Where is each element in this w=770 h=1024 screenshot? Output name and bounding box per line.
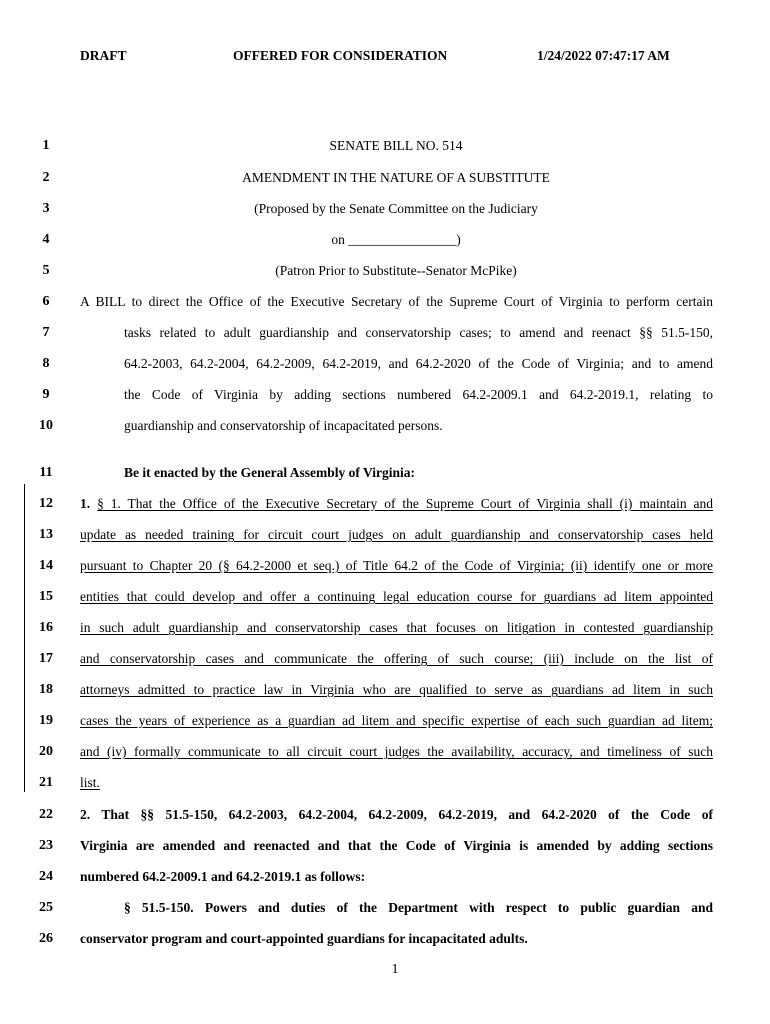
line-number: 3 (42, 201, 50, 216)
inserted-text: cases the years of experience as a guardian ad litem and specific expertise of each such guardian ad litem; (80, 713, 713, 728)
header-timestamp: 1/24/2022 07:47:17 AM (537, 48, 670, 63)
inserted-text: entities that could develop and offer a continuing legal education course for guardians ad litem appointed (80, 589, 713, 604)
bill-text-line: A BILL to direct the Office of the Executive Secretary of the Supreme Court of Virginia to perform certain (80, 294, 713, 309)
line-number: 14 (39, 558, 53, 573)
bill-text-line: guardianship and conservatorship of incapacitated persons. (124, 418, 443, 433)
amendment-title: AMENDMENT IN THE NATURE OF A SUBSTITUTE (242, 170, 550, 185)
line-number: 6 (42, 294, 50, 309)
line-number: 4 (42, 232, 50, 247)
section-prefix: 1. (80, 496, 98, 511)
line-number: 17 (39, 651, 53, 666)
line-number: 7 (42, 325, 50, 340)
line-number: 2 (42, 170, 50, 185)
inserted-text: § 1. That the Office of the Executive Secretary of the Supreme Court of Virginia shall (i) maintain and (97, 496, 714, 511)
bill-text-line: Virginia are amended and reenacted and that the Code of Virginia is amended by adding sections (80, 838, 713, 853)
bill-text-line (80, 496, 713, 512)
bill-text-line: numbered 64.2-2009.1 and 64.2-2019.1 as follows: (80, 869, 366, 884)
line-number: 13 (39, 527, 53, 542)
line-number: 18 (39, 682, 53, 697)
inserted-text: attorneys admitted to practice law in Virginia who are qualified to serve as guardians ad litem in such (80, 682, 713, 697)
line-number: 15 (39, 589, 53, 604)
inserted-text: and conservatorship cases and communicate the offering of such course; (iii) include on the list of (80, 651, 713, 666)
line-number: 22 (39, 807, 53, 822)
proposed-date: on ________________) (331, 232, 461, 247)
line-number: 9 (42, 387, 50, 402)
line-number: 8 (42, 356, 50, 371)
line-number: 26 (39, 931, 53, 946)
line-number: 24 (39, 869, 53, 884)
line-number: 25 (39, 900, 53, 915)
section-heading: conservator program and court-appointed guardians for incapacitated adults. (80, 931, 528, 946)
inserted-text: pursuant to Chapter 20 (§ 64.2-2000 et seq.) of Title 64.2 of the Code of Virginia; (ii) identify one or more (80, 558, 713, 573)
inserted-text: update as needed training for circuit court judges on adult guardianship and conservatorship cases held (80, 527, 713, 542)
enacting-clause: Be it enacted by the General Assembly of Virginia: (124, 465, 415, 480)
line-number: 1 (42, 138, 50, 153)
line-number: 23 (39, 838, 53, 853)
inserted-text: list. (80, 775, 100, 790)
line-number: 10 (39, 418, 53, 433)
line-number: 5 (42, 263, 50, 278)
line-number: 11 (39, 465, 53, 480)
bill-text-line: tasks related to adult guardianship and conservatorship cases; to amend and reenact §§ 51.5-150, (124, 325, 713, 340)
section-heading: § 51.5-150. Powers and duties of the Department with respect to public guardian and (124, 900, 713, 915)
bill-text-line: 2. That §§ 51.5-150, 64.2-2003, 64.2-2004, 64.2-2009, 64.2-2019, and 64.2-2020 of the Code of (80, 807, 713, 822)
line-number: 21 (39, 775, 53, 790)
bill-text-line: 64.2-2003, 64.2-2004, 64.2-2009, 64.2-2019, and 64.2-2020 of the Code of Virginia; and to amend (124, 356, 713, 371)
inserted-text: in such adult guardianship and conservatorship cases that focuses on litigation in contested guardianship (80, 620, 713, 635)
line-number: 19 (39, 713, 53, 728)
bill-text-line: the Code of Virginia by adding sections numbered 64.2-2009.1 and 64.2-2019.1, relating to (124, 387, 713, 402)
patron: (Patron Prior to Substitute--Senator McPike) (275, 263, 517, 278)
line-number: 20 (39, 744, 53, 759)
line-number: 16 (39, 620, 53, 635)
change-bar (24, 484, 25, 792)
header-draft: DRAFT (80, 48, 127, 63)
bill-title: SENATE BILL NO. 514 (329, 138, 463, 153)
inserted-text: and (iv) formally communicate to all circuit court judges the availability, accuracy, and timeliness of such (80, 744, 713, 759)
proposed-by: (Proposed by the Senate Committee on the Judiciary (254, 201, 538, 216)
page-number: 1 (391, 962, 399, 977)
header-offered: OFFERED FOR CONSIDERATION (233, 48, 448, 63)
line-number: 12 (39, 496, 53, 511)
